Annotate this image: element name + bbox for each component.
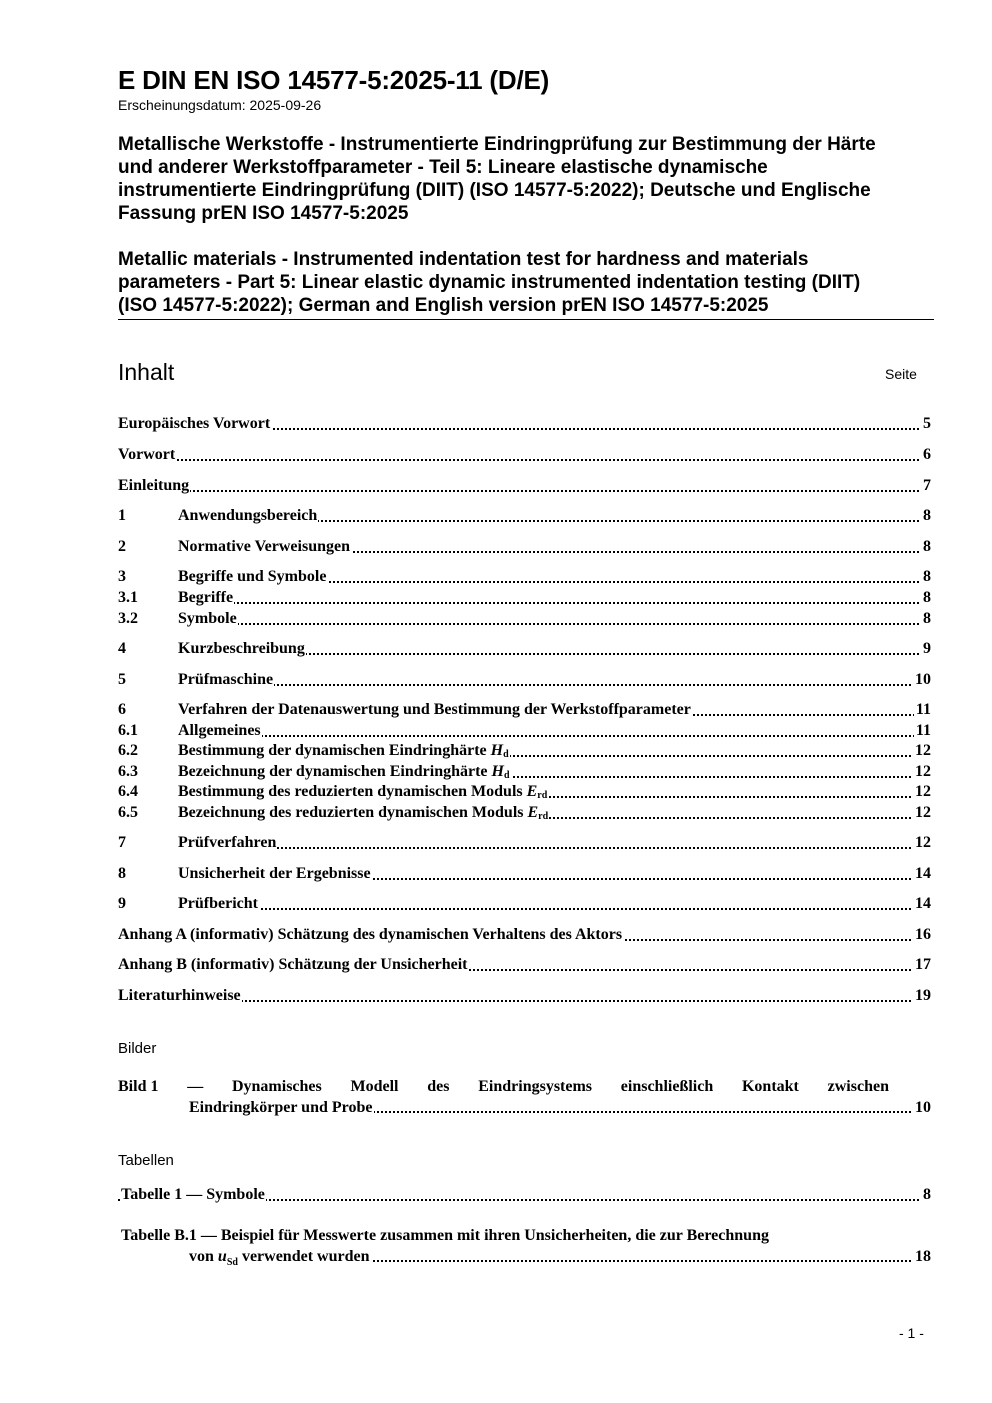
toc-entry-page: 12 <box>915 763 931 780</box>
toc-entry-page: 12 <box>915 834 931 851</box>
toc-entry-page: 12 <box>915 742 931 759</box>
toc-entry[interactable] <box>118 894 931 914</box>
table-entry[interactable] <box>121 1225 931 1267</box>
toc-entry-page: 11 <box>915 722 931 739</box>
dot-leader <box>118 459 931 461</box>
toc-entry-page: 8 <box>923 507 931 524</box>
toc-entry-page: 8 <box>923 568 931 585</box>
toc-entry[interactable] <box>118 721 931 741</box>
title-german <box>118 133 876 225</box>
toc-entry-page: 9 <box>923 640 931 657</box>
figure-entry-caption <box>118 1076 889 1097</box>
toc-entry-page: 16 <box>915 926 931 943</box>
toc-entry[interactable] <box>118 762 931 782</box>
toc-entry-title: Bestimmung der dynamischen Eindringhärte $H_d$ <box>178 742 509 760</box>
table-entry-text: Tabelle 1 — Symbole <box>121 1186 265 1203</box>
toc-entry-number: 6 <box>118 701 126 718</box>
toc-entry-number: 6.1 <box>118 722 138 739</box>
toc-entry-page: 12 <box>915 783 931 800</box>
toc-entry[interactable] <box>118 476 931 496</box>
toc-entry-number: 2 <box>118 538 126 555</box>
dot-leader <box>118 623 931 625</box>
page-number: - 1 - <box>899 1325 924 1341</box>
toc-entry-title: Begriffe <box>178 589 234 606</box>
toc-entry[interactable] <box>118 639 931 659</box>
toc-entry-page: 10 <box>915 671 931 688</box>
toc-entry[interactable] <box>118 700 931 720</box>
toc-entry-page: 8 <box>923 589 931 606</box>
title-german-line: und anderer Werkstoffparameter - Teil 5: Lineare elastische dynamische <box>118 157 768 178</box>
toc-entry-title: Anhang B (informativ) Schätzung der Unsicherheit <box>118 956 468 973</box>
toc-entry-number: 7 <box>118 834 126 851</box>
toc-page-column-label: Seite <box>885 366 917 382</box>
caption-word: zwischen <box>827 1078 889 1095</box>
toc-entry-title: Vorwort <box>118 446 176 463</box>
toc-entry-number: 3.1 <box>118 589 138 606</box>
figure-entry-caption-cont: Eindringkörper und Probe <box>189 1099 373 1116</box>
table-entry-text: Tabelle B.1 — Beispiel für Messwerte zusammen mit ihren Unsicherheiten, die zur Berechnung <box>121 1227 769 1244</box>
toc-entry-title: Anwendungsbereich <box>178 507 318 524</box>
toc-entry[interactable] <box>118 670 931 690</box>
toc-entry-title: Begriffe und Symbole <box>178 568 327 585</box>
publication-date: Erscheinungsdatum: 2025-09-26 <box>118 97 322 113</box>
toc-entry[interactable] <box>118 506 931 526</box>
figures-label: Bilder <box>118 1040 157 1057</box>
title-english <box>118 248 860 317</box>
toc-entry[interactable] <box>118 864 931 884</box>
table-entry-page: 8 <box>923 1186 931 1203</box>
table-entry[interactable] <box>118 1185 931 1205</box>
toc-entry-number: 3 <box>118 568 126 585</box>
toc-entry-page: 19 <box>915 987 931 1004</box>
toc-entry-title: Anhang A (informativ) Schätzung des dynamischen Verhaltens des Aktors <box>118 926 623 943</box>
toc-entry[interactable] <box>118 986 931 1006</box>
toc-entry-page: 11 <box>915 701 931 718</box>
caption-word: Dynamisches <box>231 1078 322 1095</box>
toc-entry-number: 5 <box>118 671 126 688</box>
toc-entry-page: 5 <box>923 415 931 432</box>
header-divider <box>118 319 934 320</box>
dot-leader <box>118 490 931 492</box>
toc-entry-number: 6.2 <box>118 742 138 759</box>
toc-entry[interactable] <box>118 588 931 608</box>
caption-word: Modell <box>350 1078 399 1095</box>
document-id: E DIN EN ISO 14577-5:2025-11 (D/E) <box>118 65 550 95</box>
toc-entry-number: 1 <box>118 507 126 524</box>
toc-entry-title: Europäisches Vorwort <box>118 415 271 432</box>
figure-entry[interactable] <box>118 1076 931 1118</box>
toc-entry-title: Bezeichnung des reduzierten dynamischen Moduls $E_{rd}$ <box>178 804 549 822</box>
toc-entry-page: 14 <box>915 865 931 882</box>
toc-entry-page: 17 <box>915 956 931 973</box>
toc-entry-title: Symbole <box>178 610 237 627</box>
toc-entry-title: Einleitung <box>118 477 190 494</box>
toc-entry[interactable] <box>118 567 931 587</box>
toc-entry-title: Prüfmaschine <box>178 671 274 688</box>
toc-entry-title: Unsicherheit der Ergebnisse <box>178 865 371 882</box>
toc-entry-page: 6 <box>923 446 931 463</box>
toc-heading: Inhalt <box>118 359 175 385</box>
title-english-line: Metallic materials - Instrumented indentation test for hardness and materials <box>118 249 809 270</box>
title-english-line: parameters - Part 5: Linear elastic dynamic instrumented indentation testing (DIIT) <box>118 272 861 293</box>
toc-entry-title: Normative Verweisungen <box>178 538 350 555</box>
toc-entry-title: Prüfverfahren <box>178 834 277 851</box>
toc-entry[interactable] <box>118 955 931 975</box>
toc-entry-number: 8 <box>118 865 126 882</box>
toc-entry-title: Kurzbeschreibung <box>178 640 305 657</box>
toc-entry[interactable] <box>118 925 931 945</box>
caption-word: des <box>427 1078 450 1095</box>
tables-label: Tabellen <box>118 1152 174 1169</box>
toc-entry[interactable] <box>118 833 931 853</box>
toc-entry[interactable] <box>118 414 931 434</box>
toc-entry-number: 6.5 <box>118 804 138 821</box>
table-entry-page: 18 <box>915 1248 931 1265</box>
toc-entry[interactable] <box>118 803 931 823</box>
caption-word: einschließlich <box>620 1078 714 1095</box>
toc-entry[interactable] <box>118 445 931 465</box>
toc-entry-number: 9 <box>118 895 126 912</box>
title-german-line: Fassung prEN ISO 14577-5:2025 <box>118 203 409 224</box>
figure-entry-page: 10 <box>915 1099 931 1116</box>
caption-word: — <box>187 1078 204 1095</box>
dot-leader <box>118 602 931 604</box>
title-english-line: (ISO 14577-5:2022); German and English version prEN ISO 14577-5:2025 <box>118 295 769 316</box>
title-german-line: Metallische Werkstoffe - Instrumentierte Eindringprüfung zur Bestimmung der Härte <box>118 134 876 155</box>
toc-entry[interactable] <box>118 741 931 761</box>
toc-entry-page: 8 <box>923 610 931 627</box>
toc-entry-title: Allgemeines <box>178 722 261 739</box>
toc-entry-number: 4 <box>118 640 126 657</box>
toc-entry-title: Bezeichnung der dynamischen Eindringhärte $H_d$ <box>178 763 510 781</box>
toc-entry-number: 6.3 <box>118 763 138 780</box>
table-entry-text-cont: von $u_{Sd}$ verwendet wurden <box>189 1248 370 1269</box>
toc-entry[interactable] <box>118 782 931 802</box>
caption-word: Kontakt <box>741 1078 799 1095</box>
toc-entry-page: 12 <box>915 804 931 821</box>
toc-entry[interactable] <box>118 609 931 629</box>
caption-word: Eindringsystems <box>478 1078 593 1095</box>
toc-entry-title: Verfahren der Datenauswertung und Bestimmung der Werkstoffparameter <box>178 701 691 718</box>
title-german-line: instrumentierte Eindringprüfung (DIIT) (ISO 14577-5:2022); Deutsche und Englische <box>118 180 871 201</box>
toc-entry-page: 7 <box>923 477 931 494</box>
toc-entry-title: Prüfbericht <box>178 895 258 912</box>
toc-entry-number: 6.4 <box>118 783 138 800</box>
caption-word: Bild 1 <box>118 1078 159 1095</box>
toc-entry-page: 14 <box>915 895 931 912</box>
toc-entry[interactable] <box>118 537 931 557</box>
toc-entry-number: 3.2 <box>118 610 138 627</box>
toc-entry-page: 8 <box>923 538 931 555</box>
toc-entry-title: Bestimmung des reduzierten dynamischen Moduls $E_{rd}$ <box>178 783 548 801</box>
toc-entry-title: Literaturhinweise <box>118 987 241 1004</box>
